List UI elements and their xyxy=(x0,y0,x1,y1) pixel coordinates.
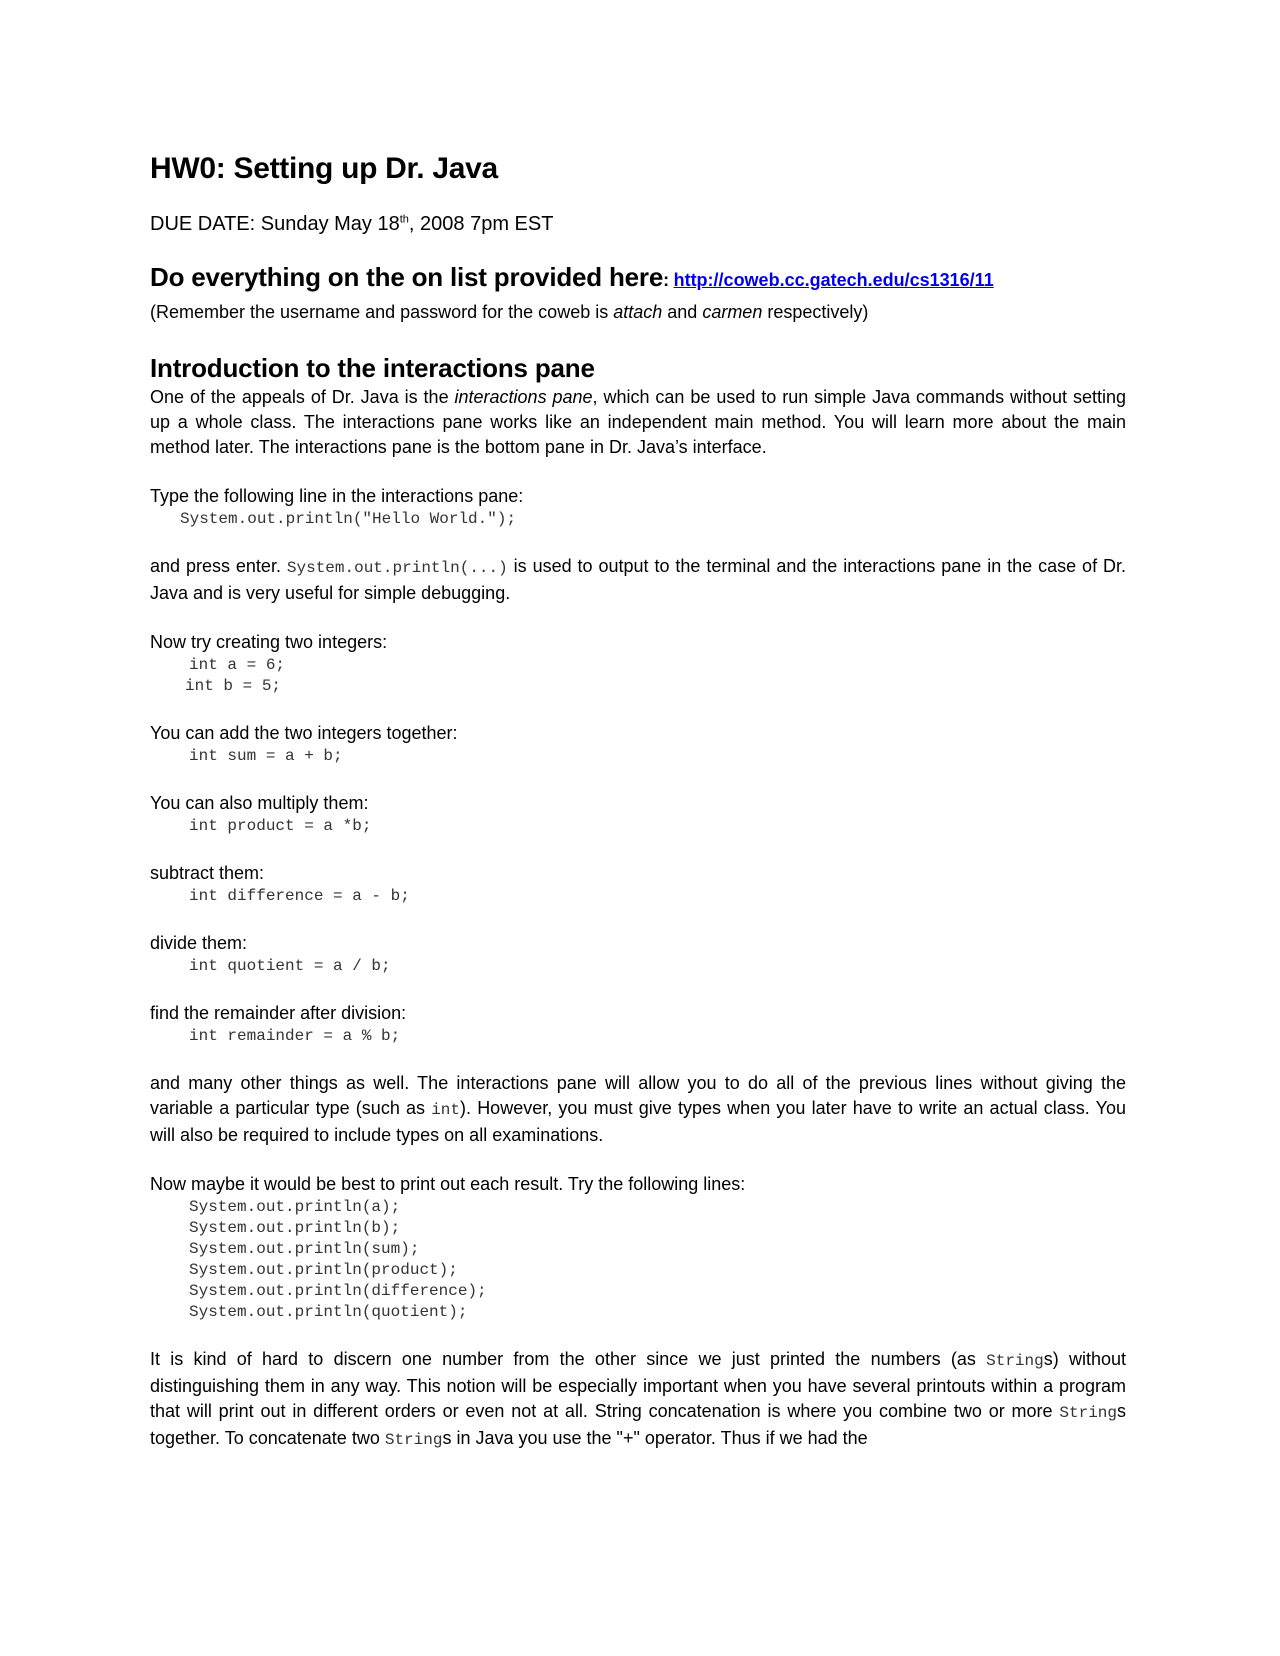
code-quotient: int quotient = a / b; xyxy=(189,957,391,975)
code-print-quotient: System.out.println(quotient); xyxy=(189,1303,468,1321)
concat-inline-code-3: String xyxy=(384,1431,443,1449)
coweb-link[interactable]: http://coweb.cc.gatech.edu/cs1316/11 xyxy=(673,270,994,290)
press-text-b: is used to output to the terminal and the interactions pane in the case of Dr. Java and is very useful for simple debugging. xyxy=(150,556,1126,603)
intro-paragraph xyxy=(150,385,1126,460)
code-hello-world: System.out.println("Hello World."); xyxy=(180,510,517,528)
concat-text-2: s) without distinguishing them in any way. This notion will be especially important when you have several printouts within a program that will print out in different orders or even not at all. String concatenation is where you combine two or more xyxy=(150,1349,1126,1421)
note-username: attach xyxy=(613,302,663,322)
intro-text-a: One of the appeals of Dr. Java is the xyxy=(150,387,455,407)
instructions-colon: : xyxy=(663,270,670,290)
remainder-instruction: find the remainder after division: xyxy=(150,1003,407,1023)
note-password: carmen xyxy=(702,302,763,322)
code-print-b: System.out.println(b); xyxy=(189,1219,401,1237)
press-text-a: and press enter. xyxy=(150,556,287,576)
divide-instruction: divide them: xyxy=(150,933,248,953)
credentials-note xyxy=(150,299,1126,325)
concatenation-paragraph xyxy=(150,1347,1126,1453)
code-print-a: System.out.println(a); xyxy=(189,1198,401,1216)
code-difference: int difference = a - b; xyxy=(189,887,410,905)
note-text-3: respectively) xyxy=(762,302,869,322)
types-paragraph xyxy=(150,1071,1126,1148)
note-text-2: and xyxy=(662,302,703,322)
intro-emphasis: interactions pane xyxy=(454,387,593,407)
concat-text-4: s in Java you use the "+" operator. Thus if we had the xyxy=(442,1428,868,1448)
concat-text-3: s together. To concatenate two xyxy=(150,1401,1126,1448)
code-print-product: System.out.println(product); xyxy=(189,1261,458,1279)
type-instruction: Type the following line in the interactions pane: xyxy=(150,486,524,506)
due-date-sup: th xyxy=(399,213,409,226)
two-integers-instruction: Now try creating two integers: xyxy=(150,632,388,652)
instructions-heading-row xyxy=(150,260,1126,299)
code-sum: int sum = a + b; xyxy=(189,747,343,765)
code-product: int product = a *b; xyxy=(189,817,372,835)
press-inline-code: System.out.println(...) xyxy=(286,559,508,577)
code-remainder: int remainder = a % b; xyxy=(189,1027,401,1045)
concat-inline-code-1: String xyxy=(986,1352,1044,1370)
types-text-a: and many other things as well. The interactions pane will allow you to do all of the previous lines without giving the variable a particular type (such as xyxy=(150,1073,1126,1118)
types-text-b: ). However, you must give types when you later have to write an actual class. You will also be required to include types on all examinations. xyxy=(150,1098,1127,1145)
code-print-sum: System.out.println(sum); xyxy=(189,1240,420,1258)
press-enter-paragraph xyxy=(150,554,1126,606)
concat-text-1: It is kind of hard to discern one number from the other since we just printed the numbers (as xyxy=(150,1349,987,1369)
code-print-difference: System.out.println(difference); xyxy=(189,1282,487,1300)
intro-heading: Introduction to the interactions pane xyxy=(150,353,595,383)
intro-text-b: , which can be used to run simple Java commands without setting up a whole class. The interactions pane works like an independent main method. You will learn more about the main method later. The interactions pane is the bottom pane in Dr. Java’s interface. xyxy=(150,387,1127,457)
subtract-instruction: subtract them: xyxy=(150,863,265,883)
document-page xyxy=(150,150,1126,1453)
instructions-heading: Do everything on the on list provided here xyxy=(150,262,664,292)
code-int-a: int a = 6; xyxy=(189,656,286,674)
print-instruction: Now maybe it would be best to print out each result. Try the following lines: xyxy=(150,1174,746,1194)
concat-inline-code-2: String xyxy=(1059,1404,1117,1422)
due-date-prefix: DUE DATE: Sunday May 18 xyxy=(150,213,400,235)
note-text-1: (Remember the username and password for the coweb is xyxy=(150,302,614,322)
due-date-suffix: , 2008 7pm EST xyxy=(408,213,554,235)
multiply-instruction: You can also multiply them: xyxy=(150,793,369,813)
page-title: HW0: Setting up Dr. Java xyxy=(150,152,498,185)
due-date xyxy=(150,210,1126,238)
add-instruction: You can add the two integers together: xyxy=(150,723,458,743)
types-inline-code: int xyxy=(431,1101,461,1119)
code-int-b: int b = 5; xyxy=(185,677,282,695)
